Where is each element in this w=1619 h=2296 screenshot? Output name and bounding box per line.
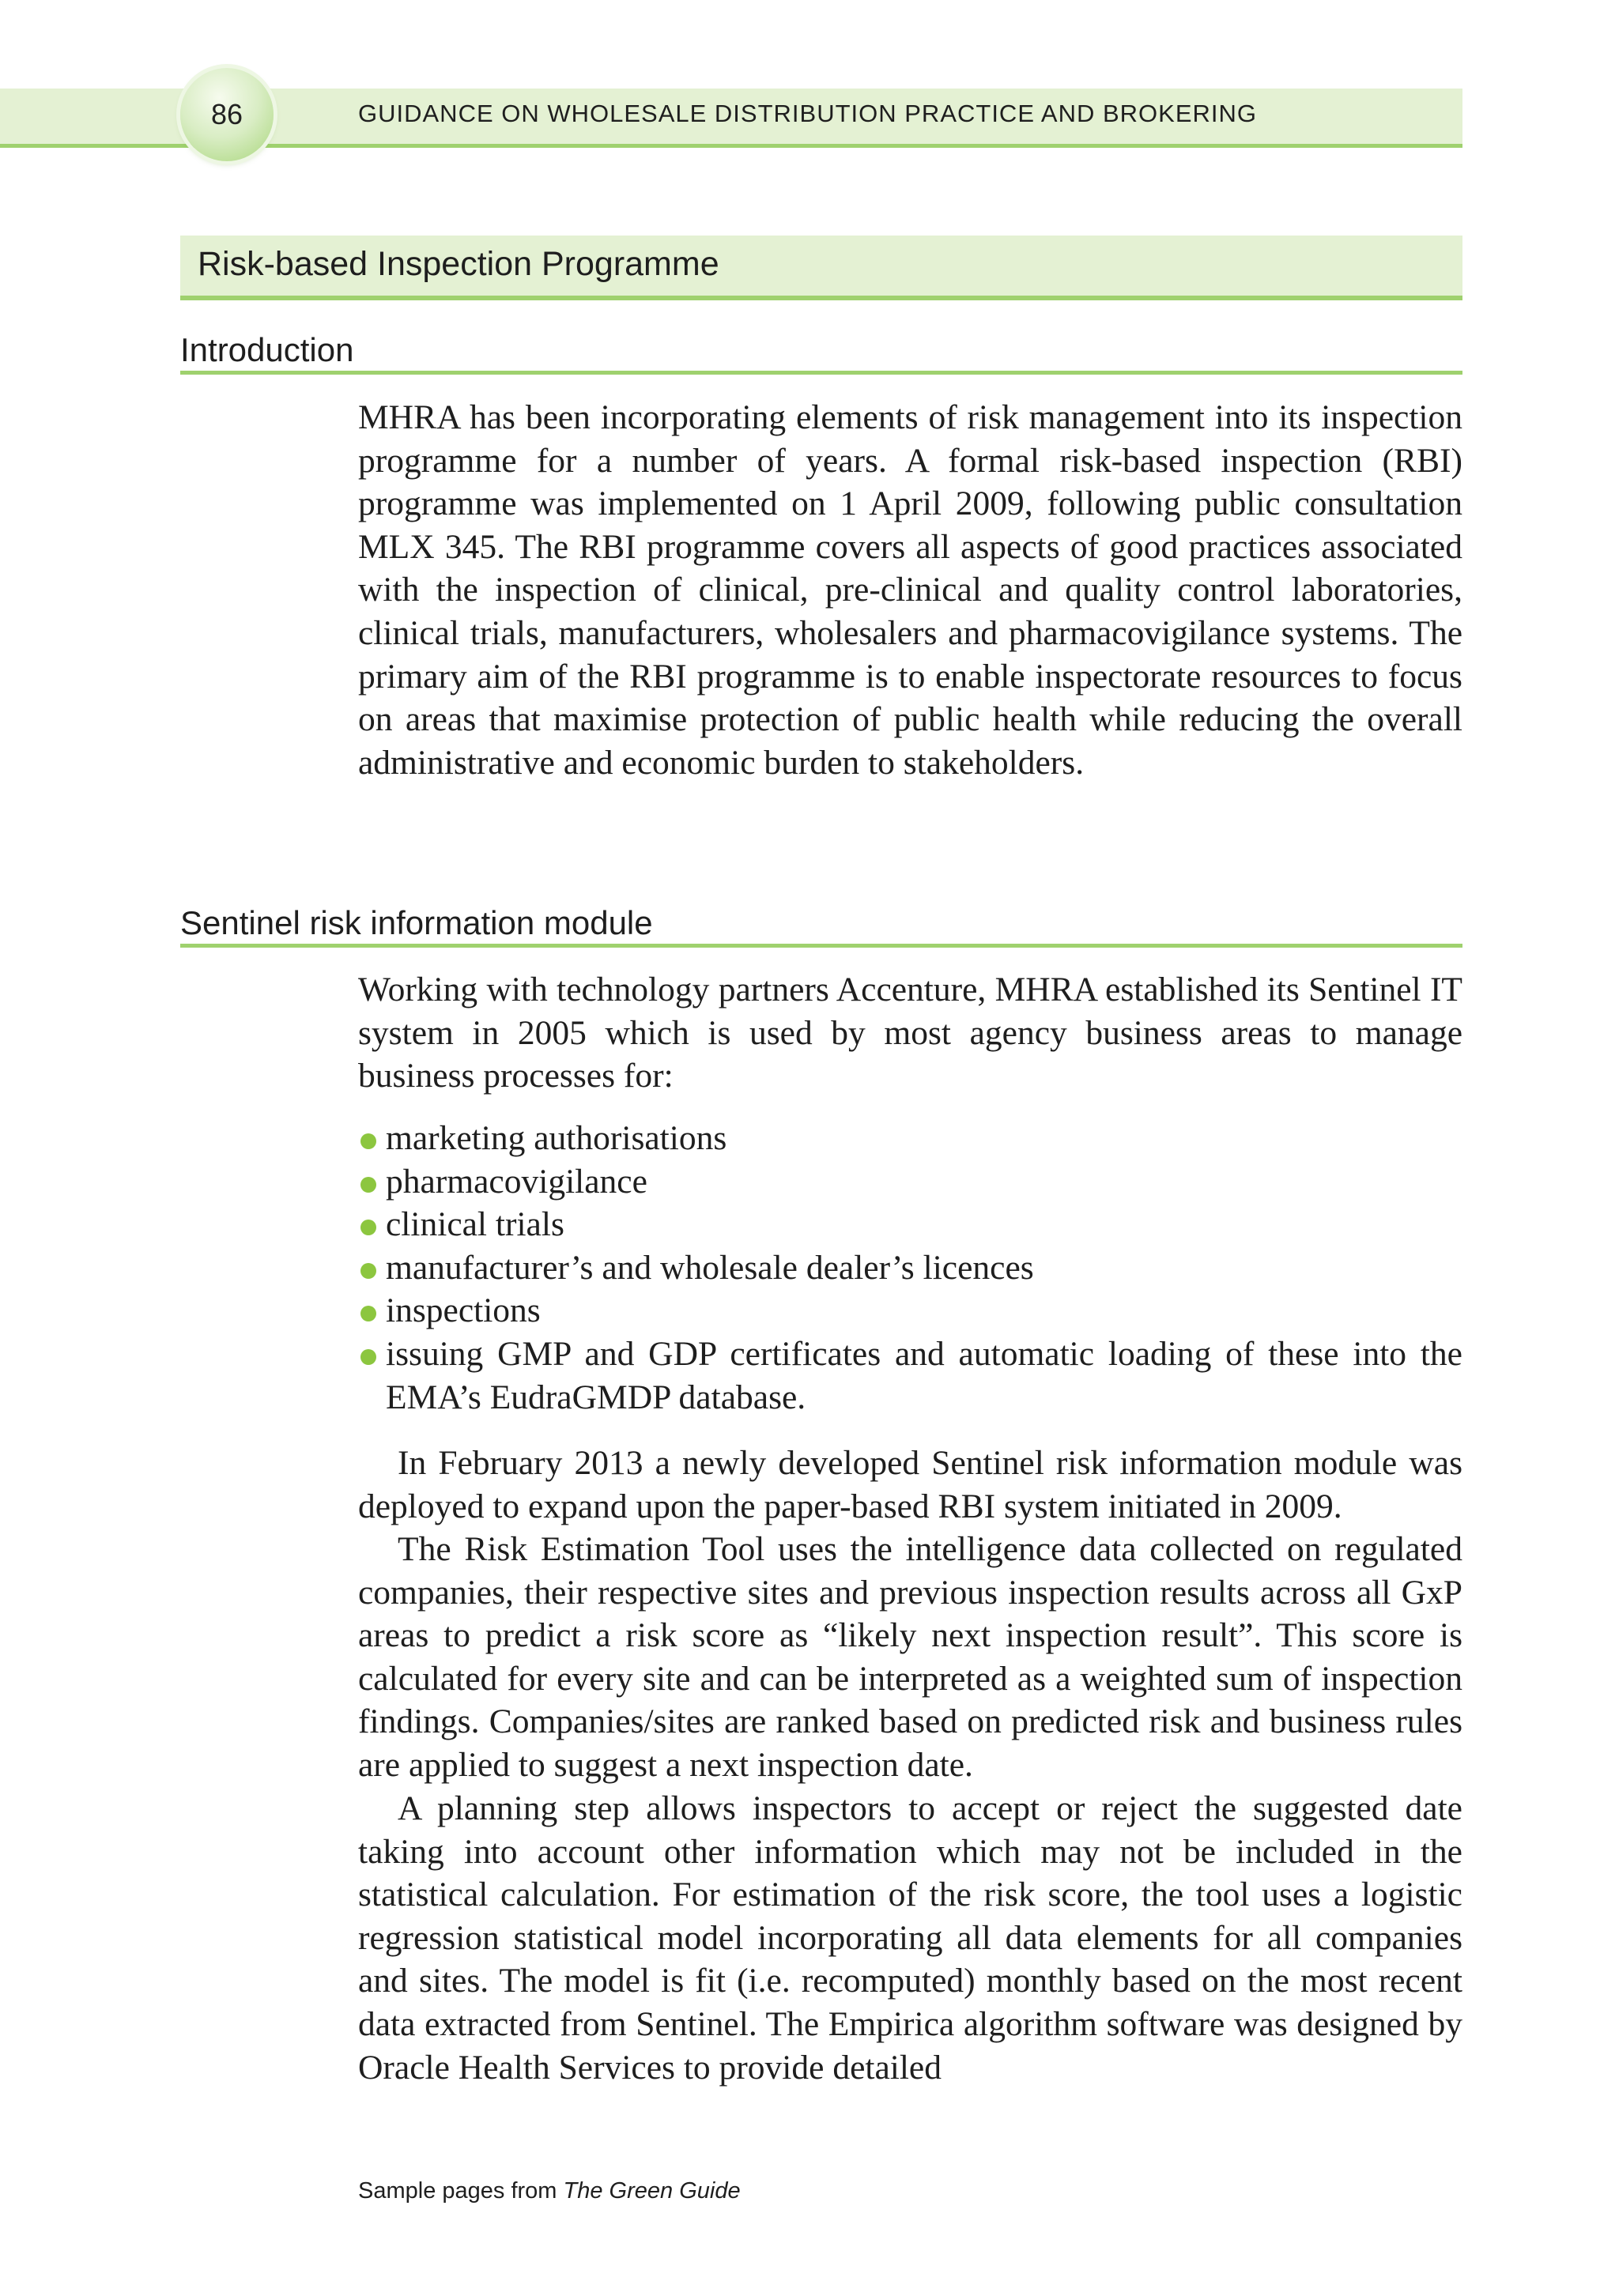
page-footer [358, 2178, 741, 2204]
sentinel-heading: Sentinel risk information module [180, 903, 1462, 948]
bullet-dot-icon [360, 1263, 376, 1279]
bullet-dot-icon [360, 1306, 376, 1321]
list-item: issuing GMP and GDP certificates and automatic loading of these into the EMA’s EudraGMDP database. [358, 1333, 1462, 1419]
bullet-dot-icon [360, 1349, 376, 1365]
running-head: GUIDANCE ON WHOLESALE DISTRIBUTION PRACTICE AND BROKERING [358, 100, 1257, 127]
page-number-badge [180, 68, 274, 161]
bullet-dot-icon [360, 1220, 376, 1235]
section-title-band [180, 236, 1462, 300]
sentinel-paragraph-3: The Risk Estimation Tool uses the intelligence data collected on regulated companies, their respective sites and previous inspection results across all GxP areas to predict a risk score as “likely next inspection result”. This score is calculated for every site and can be interpreted as a weighted sum of inspection findings. Companies/sites are ranked based on predicted risk and business rules are applied to suggest a next inspection date. [358, 1530, 1462, 1784]
list-item: clinical trials [358, 1203, 1462, 1246]
sentinel-paragraph-4: A planning step allows inspectors to accept or reject the suggested date taking into account other information which may not be included in the statistical calculation. For estimation of the risk score, the tool uses a logistic regression statistical model incorporating all data elements for all companies and sites. The model is fit (i.e. recomputed) monthly based on the most recent data extracted from Sentinel. The Empirica algorithm software was designed by Oracle Health Services to provide detailed [358, 1789, 1462, 2087]
bullet-dot-icon [360, 1133, 376, 1149]
list-item: manufacturer’s and wholesale dealer’s licences [358, 1246, 1462, 1290]
footer-prefix: Sample pages from [358, 2178, 564, 2204]
sentinel-paragraph-2: In February 2013 a newly developed Sentinel risk information module was deployed to expand upon the paper-based RBI system initiated in 2009. [358, 1444, 1462, 1525]
sentinel-intro-paragraph: Working with technology partners Accenture, MHRA established its Sentinel IT system in 2005 which is used by most agency business areas to manage business processes for: [358, 971, 1462, 1095]
list-item: pharmacovigilance [358, 1160, 1462, 1204]
list-item: marketing authorisations [358, 1117, 1462, 1160]
list-item: inspections [358, 1289, 1462, 1333]
bullet-dot-icon [360, 1177, 376, 1193]
introduction-paragraph: MHRA has been incorporating elements of risk management into its inspection programme for a number of years. A formal risk-based inspection (RBI) programme was implemented on 1 April 2009, following public consultation MLX 345. The RBI programme covers all aspects of good practices associated with the inspection of clinical, pre-clinical and quality control laboratories, clinical trials, manufacturers, wholesalers and pharmacovigilance systems. The primary aim of the RBI programme is to enable inspectorate resources to focus on areas that maximise protection of public health while reducing the overall administrative and economic burden to stakeholders. [358, 398, 1462, 782]
introduction-heading: Introduction [180, 330, 1462, 375]
section-title: Risk-based Inspection Programme [198, 245, 719, 283]
page-number: 86 [210, 98, 243, 130]
business-process-list [358, 1117, 1462, 1419]
footer-book-title: The Green Guide [563, 2178, 741, 2204]
